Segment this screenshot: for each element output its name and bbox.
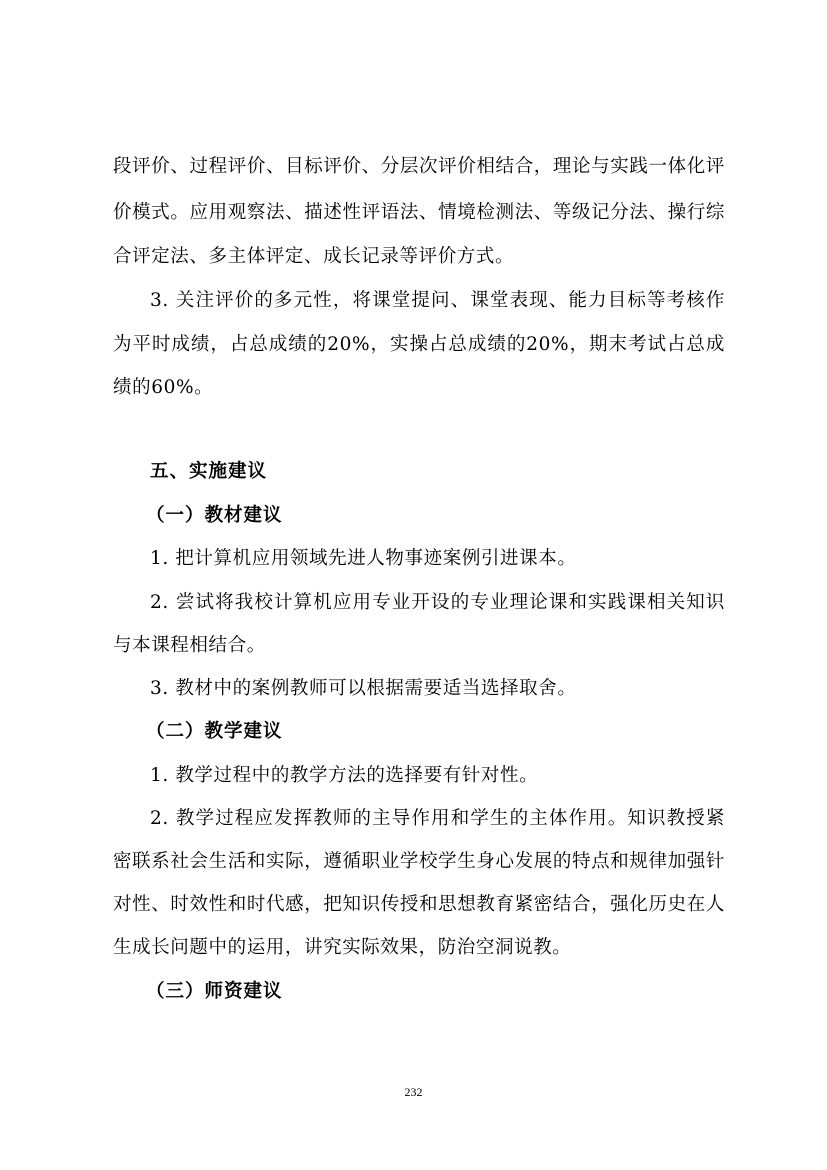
paragraph-line: 生成长问题中的运用，讲究实际效果，防治空洞说教。	[113, 937, 572, 958]
paragraph-line: 对性、时效性和时代感，把知识传授和思想教育紧密结合，强化历史在人	[113, 894, 725, 915]
subsection-heading: （三）师资建议	[146, 981, 283, 1002]
section-heading: 五、实施建议	[150, 461, 268, 482]
paragraph-line: 合评定法、多主体评定、成长记录等评价方式。	[113, 246, 515, 267]
paragraph-line: 为平时成绩，占总成绩的20%，实操占总成绩的20%，期末考试占总成	[113, 334, 725, 355]
paragraph-line: 1. 教学过程中的教学方法的选择要有针对性。	[150, 765, 539, 786]
paragraph-line: 2. 教学过程应发挥教师的主导作用和学生的主体作用。知识教授紧	[150, 808, 725, 829]
paragraph-line: 价模式。应用观察法、描述性评语法、情境检测法、等级记分法、操行综	[113, 202, 725, 223]
paragraph-line: 3. 关注评价的多元性，将课堂提问、课堂表现、能力目标等考核作	[150, 290, 725, 311]
paragraph-line: 2. 尝试将我校计算机应用专业开设的专业理论课和实践课相关知识	[150, 592, 725, 613]
subsection-heading: （二）教学建议	[146, 721, 283, 742]
paragraph-line: 3. 教材中的案例教师可以根据需要适当选择取舍。	[150, 678, 577, 699]
paragraph-line: 绩的60%。	[113, 377, 214, 398]
paragraph-line: 1. 把计算机应用领域先进人物事迹案例引进课本。	[150, 548, 577, 569]
page-number: 232	[404, 1085, 423, 1099]
subsection-heading: （一）教材建议	[146, 505, 283, 526]
paragraph-line: 与本课程相结合。	[113, 635, 266, 656]
paragraph-line: 段评价、过程评价、目标评价、分层次评价相结合，理论与实践一体化评	[113, 156, 725, 177]
paragraph-line: 密联系社会生活和实际，遵循职业学校学生身心发展的特点和规律加强针	[113, 851, 725, 872]
